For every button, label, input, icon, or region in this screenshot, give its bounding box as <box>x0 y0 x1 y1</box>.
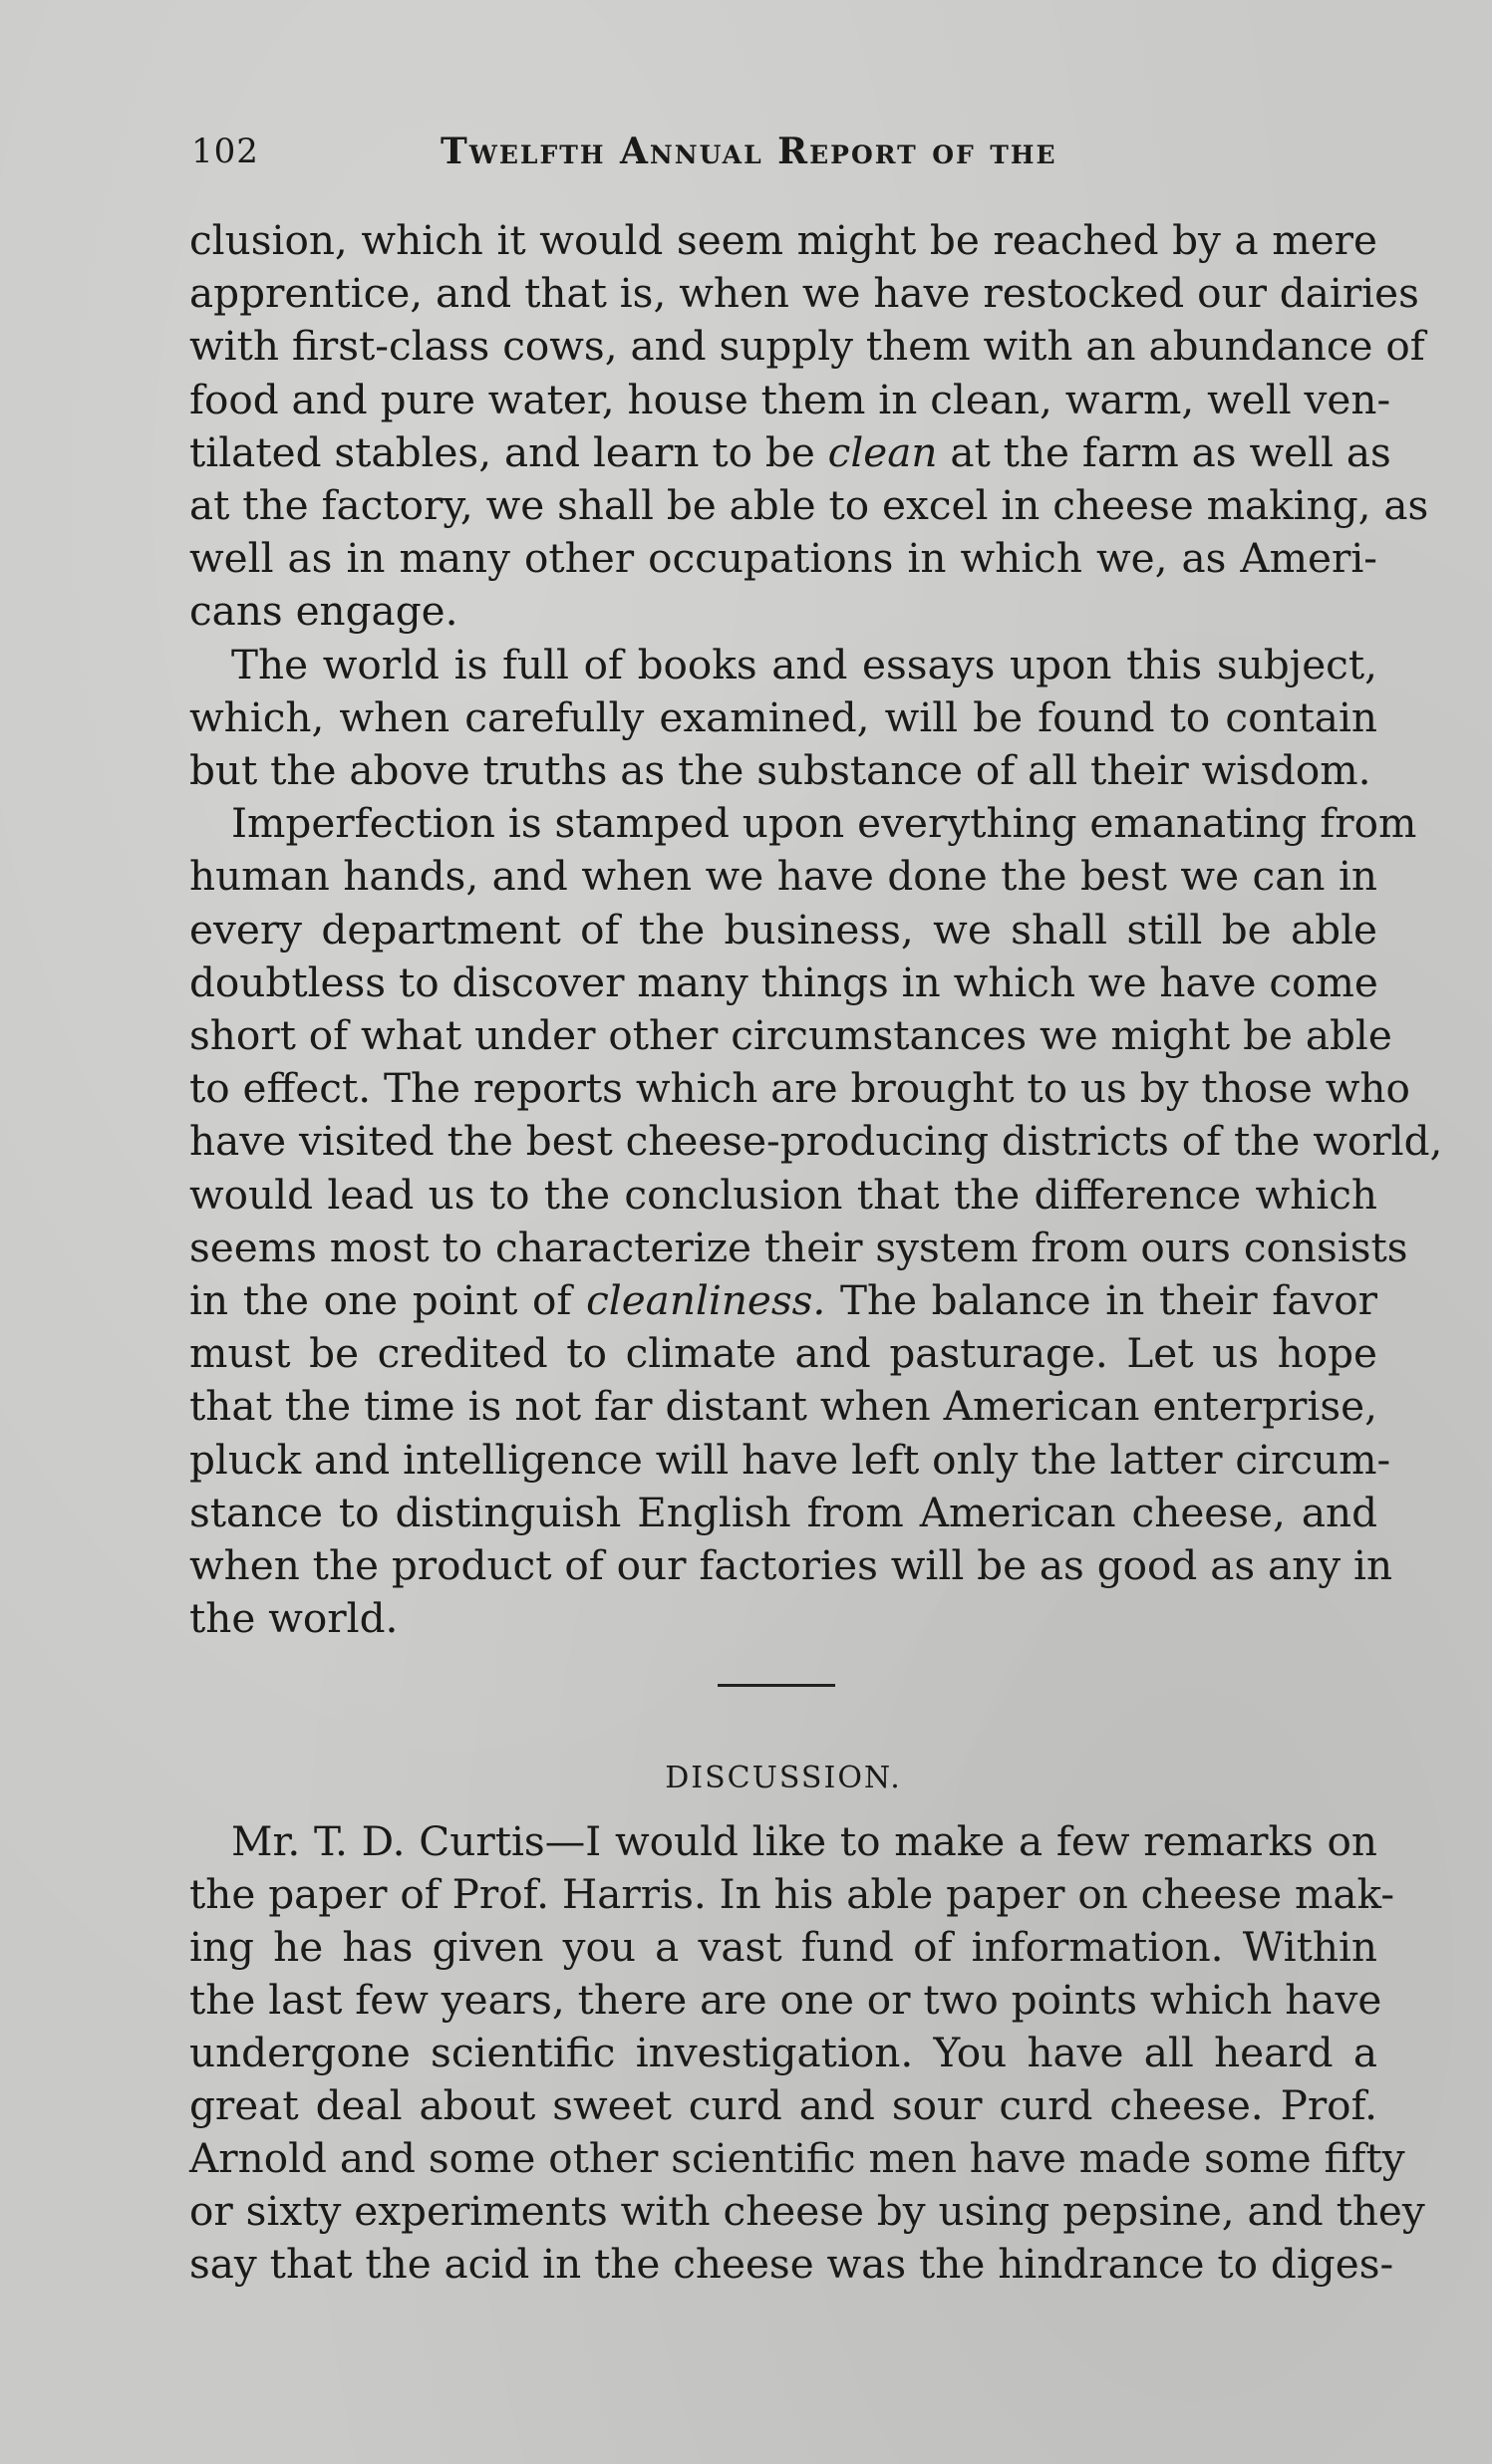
running-title: Twelfth Annual Report of the <box>441 131 1057 172</box>
emphasis-clean: clean <box>827 427 938 476</box>
text-line: Imperfection is stamped upon everything emanating from <box>231 799 1417 848</box>
body-text <box>189 214 1443 1645</box>
text-line: Mr. T. D. Curtis—I would like to make a few remarks on <box>231 1817 1377 1865</box>
text-line: clusion, which it would seem might be reached by a mere <box>189 216 1377 264</box>
text-fragment: tilated stables, and learn to be <box>189 427 828 476</box>
text-line <box>189 426 1391 479</box>
section-heading: DISCUSSION. <box>665 1761 902 1795</box>
text-line: The world is full of books and essays upon this subject, <box>231 640 1377 688</box>
text-line: Arnold and some other scientific men have made some fifty <box>189 2134 1405 2182</box>
text-line: but the above truths as the substance of all their wisdom. <box>189 746 1371 795</box>
text-line: which, when carefully examined, will be found to contain <box>189 692 1377 741</box>
text-line: at the factory, we shall be able to excel in cheese making, as <box>189 481 1429 530</box>
text-line: every department of the business, we shall still be able <box>189 905 1377 954</box>
text-line: human hands, and when we have done the best we can in <box>189 852 1377 901</box>
text-line: say that the acid in the cheese was the hindrance to diges- <box>189 2240 1394 2288</box>
text-line <box>189 1274 1377 1327</box>
text-line: when the product of our factories will be as good as any in <box>189 1541 1393 1590</box>
text-line: ing he has given you a vast fund of information. Within <box>189 1923 1377 1971</box>
text-line: must be credited to climate and pasturage. Let us hope <box>189 1329 1377 1378</box>
text-line: stance to distinguish English from American cheese, and <box>189 1488 1377 1536</box>
text-line: seems most to characterize their system from ours consists <box>189 1223 1408 1271</box>
text-line: the paper of Prof. Harris. In his able paper on cheese mak- <box>189 1870 1395 1918</box>
text-line: cans engage. <box>189 587 458 636</box>
text-line: to effect. The reports which are brought to us by those who <box>189 1064 1410 1113</box>
text-fragment: The balance in their favor <box>825 1276 1377 1325</box>
text-line: with first-class cows, and supply them with an abundance of <box>189 322 1425 371</box>
text-line: the world. <box>189 1594 399 1643</box>
text-line: short of what under other circumstances we might be able <box>189 1011 1392 1060</box>
text-line: well as in many other occupations in which we, as Ameri- <box>189 534 1377 583</box>
text-line: that the time is not far distant when American enterprise, <box>189 1382 1377 1431</box>
text-fragment: at the farm as well as <box>937 427 1391 476</box>
page-number: 102 <box>191 132 259 171</box>
text-line: food and pure water, house them in clean, warm, well ven- <box>189 375 1391 423</box>
emphasis-cleanliness: cleanliness. <box>586 1276 826 1325</box>
text-line: great deal about sweet curd and sour curd cheese. Prof. <box>189 2081 1377 2129</box>
paragraph-world-books <box>189 639 1377 798</box>
text-fragment: in the one point of <box>189 1276 587 1325</box>
text-line: or sixty experiments with cheese by using pepsine, and they <box>189 2187 1425 2235</box>
paragraph-imperfection <box>189 797 1443 1645</box>
text-line: have visited the best cheese-producing districts of the world, <box>189 1117 1443 1166</box>
text-line: the last few years, there are one or two points which have <box>189 1976 1382 2024</box>
text-line: undergone scientific investigation. You have all heard a <box>189 2029 1377 2076</box>
paragraph-conclusion <box>189 214 1429 639</box>
text-line: pluck and intelligence will have left only the latter circum- <box>189 1435 1391 1484</box>
section-divider <box>718 1684 835 1687</box>
text-line: apprentice, and that is, when we have restocked our dairies <box>189 269 1419 318</box>
paragraph-curtis-remarks <box>189 1815 1425 2291</box>
text-line: doubtless to discover many things in which we have come <box>189 958 1378 1006</box>
discussion-text <box>189 1815 1425 2291</box>
running-head <box>191 122 1377 181</box>
text-line: would lead us to the conclusion that the difference which <box>189 1170 1377 1219</box>
